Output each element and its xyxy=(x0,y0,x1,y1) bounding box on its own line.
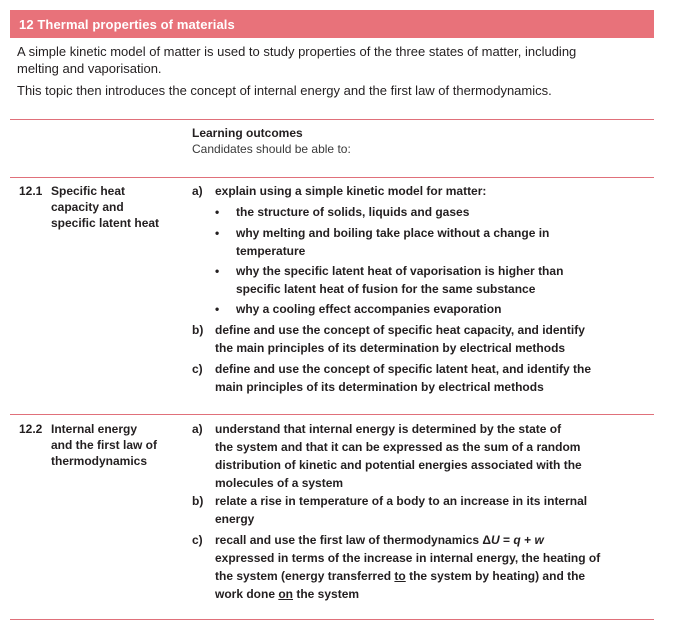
item-line xyxy=(215,531,655,549)
equation-delta: Δ xyxy=(482,533,492,547)
section-number: 12.2 xyxy=(19,422,43,436)
equation-symbol-w: w xyxy=(534,533,544,547)
section-title-line: and the first law of xyxy=(51,438,158,452)
equation-plus: + xyxy=(520,533,535,547)
equation-symbol-q: q xyxy=(513,533,521,547)
item-line: energy xyxy=(215,512,255,526)
section-title xyxy=(51,183,186,231)
section-title-line: Specific heat xyxy=(51,184,126,198)
item-line-prefix: the system (energy transferred xyxy=(215,569,395,583)
item-line-suffix: the system xyxy=(293,587,360,601)
item-line: molecules of a system xyxy=(215,476,344,490)
bullet-text xyxy=(236,300,656,318)
bullet-text xyxy=(236,262,656,298)
bullet-dot: • xyxy=(215,264,220,278)
item-line: expressed in terms of the increase in internal energy, the heating of xyxy=(215,551,601,565)
bullet-text xyxy=(236,203,656,221)
item-line: understand that internal energy is determined by the state of xyxy=(215,422,562,436)
section-title: 12 Thermal properties of materials xyxy=(19,17,235,32)
learning-outcomes-heading: Learning outcomes xyxy=(192,126,303,140)
item-line: distribution of kinetic and potential energies associated with the xyxy=(215,458,582,472)
underlined-word-to: to xyxy=(394,569,406,583)
section-title xyxy=(51,421,186,469)
bullet-line: why the specific latent heat of vaporisation is higher than xyxy=(236,264,564,278)
bullet-text xyxy=(236,224,656,260)
item-letter-b: b) xyxy=(192,323,204,337)
equation-first-law xyxy=(482,533,543,547)
bullet-line: why a cooling effect accompanies evaporation xyxy=(236,302,502,316)
section-title-line: specific latent heat xyxy=(51,216,160,230)
item-line-suffix: the system by heating) and the xyxy=(405,569,586,583)
item-line: define and use the concept of specific heat capacity, and identify xyxy=(215,323,585,337)
intro-paragraph-1-line-2: melting and vaporisation. xyxy=(17,61,162,76)
item-line xyxy=(215,567,655,585)
item-text-b xyxy=(215,492,655,528)
bullet-line: the structure of solids, liquids and gases xyxy=(236,205,470,219)
item-text-c xyxy=(215,360,655,396)
equation-equals: = xyxy=(499,533,514,547)
learning-outcomes-subheading: Candidates should be able to: xyxy=(192,142,351,156)
item-text-c xyxy=(215,531,655,603)
item-line-prefix: recall and use the first law of thermodynamics xyxy=(215,533,483,547)
item-line-prefix: work done xyxy=(215,587,279,601)
divider-top xyxy=(10,119,654,120)
item-text-a xyxy=(215,420,655,492)
intro-paragraph-1-line-1: A simple kinetic model of matter is used to study properties of the three states of matter, including xyxy=(17,44,577,59)
divider-bottom xyxy=(10,619,654,620)
item-letter-a: a) xyxy=(192,184,203,198)
item-line xyxy=(215,585,655,603)
equation-symbol-u: U xyxy=(491,533,500,547)
item-letter-b: b) xyxy=(192,494,204,508)
intro-paragraph-1 xyxy=(17,43,647,77)
bullet-dot: • xyxy=(215,302,220,316)
bullet-line: specific latent heat of fusion for the same substance xyxy=(236,282,536,296)
bullet-line: why melting and boiling take place without a change in xyxy=(236,226,550,240)
section-number: 12.1 xyxy=(19,184,43,198)
item-letter-c: c) xyxy=(192,362,203,376)
item-line: main principles of its determination by electrical methods xyxy=(215,380,544,394)
section-title-line: Internal energy xyxy=(51,422,138,436)
section-title-line: capacity and xyxy=(51,200,124,214)
item-text-b xyxy=(215,321,655,357)
item-letter-c: c) xyxy=(192,533,203,547)
bullet-dot: • xyxy=(215,205,220,219)
item-text-a: explain using a simple kinetic model for matter: xyxy=(215,184,487,198)
intro-paragraph-2: This topic then introduces the concept of internal energy and the first law of thermodynamics. xyxy=(17,83,552,98)
divider-before-12-2 xyxy=(10,414,654,415)
section-header-banner xyxy=(10,10,654,38)
bullet-dot: • xyxy=(215,226,220,240)
item-line: relate a rise in temperature of a body to an increase in its internal xyxy=(215,494,588,508)
underlined-word-on: on xyxy=(278,587,294,601)
bullet-line: temperature xyxy=(236,244,306,258)
item-line: define and use the concept of specific latent heat, and identify the xyxy=(215,362,592,376)
section-title-line: thermodynamics xyxy=(51,454,148,468)
item-line: the system and that it can be expressed as the sum of a random xyxy=(215,440,581,454)
divider-before-12-1 xyxy=(10,177,654,178)
item-line: the main principles of its determination by electrical methods xyxy=(215,341,566,355)
item-letter-a: a) xyxy=(192,422,203,436)
